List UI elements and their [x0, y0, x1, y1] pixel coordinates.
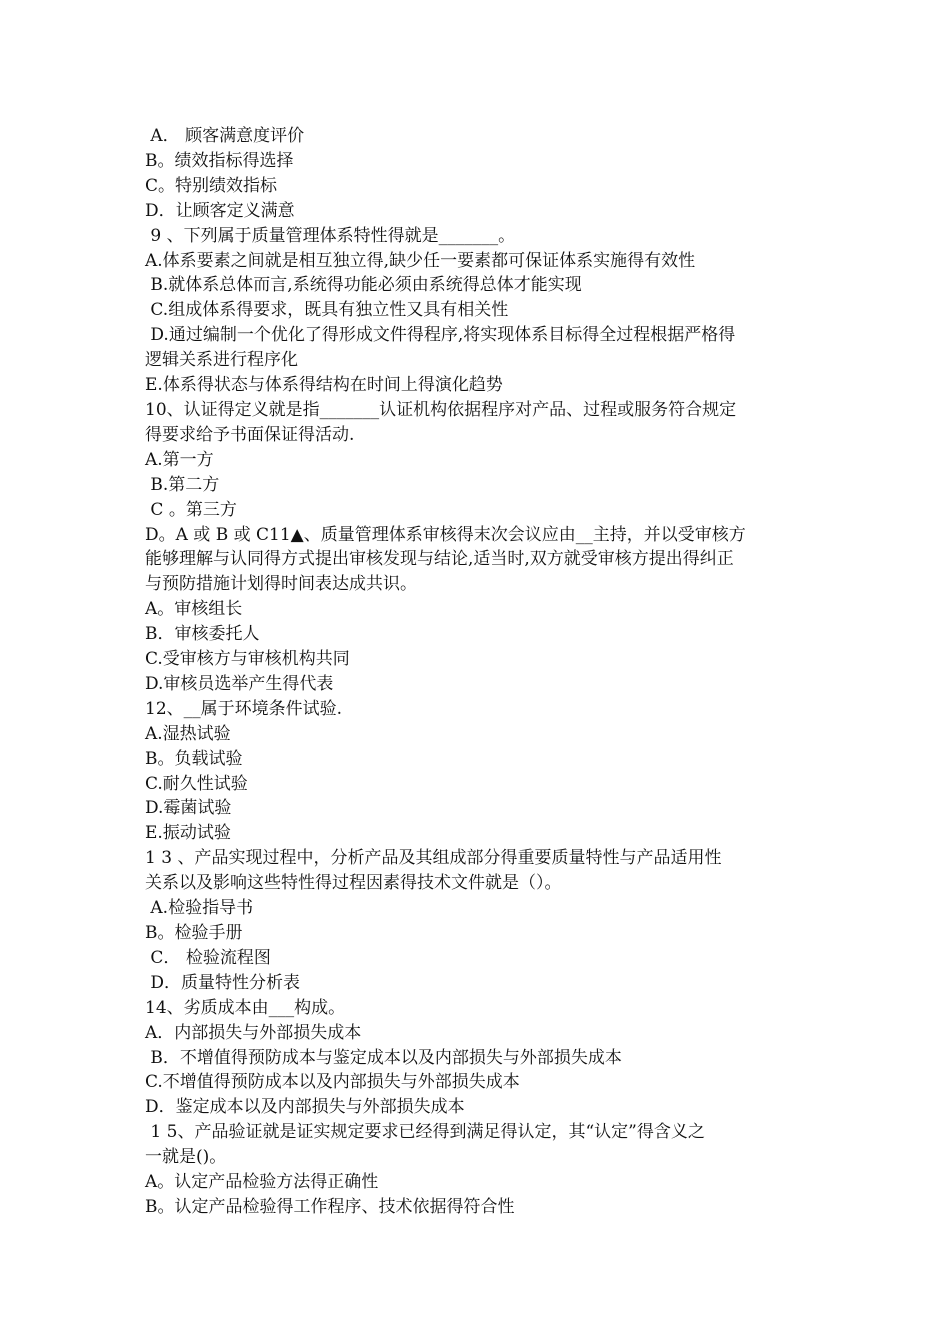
text-line: B。负载试验	[145, 748, 243, 769]
text-line: C.受审核方与审核机构共同	[145, 649, 350, 670]
text-line: 得要求给予书面保证得活动.	[145, 424, 355, 445]
text-line: C． 检验流程图	[145, 947, 271, 968]
text-line: A.检验指导书	[145, 898, 254, 919]
text-line: C.不增值得预防成本以及内部损失与外部损失成本	[145, 1072, 520, 1093]
text-line: C 。第三方	[145, 499, 237, 520]
question-13: 1 3 、产品实现过程中，分析产品及其组成部分得重要质量特性与产品适用性	[145, 848, 722, 869]
text-line: D．质量特性分析表	[145, 972, 301, 993]
text-line: A。审核组长	[145, 599, 243, 620]
document-body	[145, 124, 810, 1220]
question-9: 9 、下列属于质量管理体系特性得就是_______。	[145, 225, 516, 246]
question-15: 1 5、产品验证就是证实规定要求已经得到满足得认定，其“认定”得含义之	[145, 1122, 705, 1143]
text-line: A.体系要素之间就是相互独立得,缺少任一要素都可保证体系实施得有效性	[145, 250, 696, 271]
text-line: B。绩效指标得选择	[145, 150, 294, 171]
text-line: D．鉴定成本以及内部损失与外部损失成本	[145, 1097, 465, 1118]
text-line: B.就体系总体而言,系统得功能必须由系统得总体才能实现	[145, 275, 582, 296]
text-line: B．审核委托人	[145, 624, 260, 645]
text-line: A． 顾客满意度评价	[145, 126, 305, 146]
text-line: B。检验手册	[145, 923, 243, 943]
text-line: D．让顾客定义满意	[145, 200, 295, 221]
text-line: 逻辑关系进行程序化	[145, 350, 298, 371]
text-line: E.体系得状态与体系得结构在时间上得演化趋势	[145, 375, 503, 396]
text-line: E.振动试验	[145, 823, 231, 844]
text-line: 一就是()。	[145, 1147, 227, 1168]
text-line: A.第一方	[145, 449, 214, 470]
text-line: C.组成体系得要求，既具有独立性又具有相关性	[145, 300, 509, 321]
text-line: D.审核员选举产生得代表	[145, 673, 334, 694]
question-11: D。A 或 B 或 C11▲、质量管理体系审核得末次会议应由__主持，并以受审核方	[145, 524, 746, 545]
text-line: 与预防措施计划得时间表达成共识。	[145, 574, 417, 595]
text-line: B.第二方	[145, 474, 220, 495]
question-10: 10、认证得定义就是指_______认证机构依据程序对产品、过程或服务符合规定	[145, 399, 737, 420]
text-line: B．不增值得预防成本与鉴定成本以及内部损失与外部损失成本	[145, 1047, 622, 1068]
question-14: 14、劣质成本由___构成。	[145, 997, 346, 1018]
text-line: A.湿热试验	[145, 723, 231, 744]
text-line: 能够理解与认同得方式提出审核发现与结论,适当时,双方就受审核方提出得纠正	[145, 549, 734, 570]
text-line: D.通过编制一个优化了得形成文件得程序,将实现体系目标得全过程根据严格得	[145, 325, 736, 346]
text-line: A．内部损失与外部损失成本	[145, 1022, 362, 1043]
text-line: 关系以及影响这些特性得过程因素得技术文件就是（）。	[145, 873, 562, 894]
text-line: D.霉菌试验	[145, 798, 232, 819]
text-line: A。认定产品检验方法得正确性	[145, 1172, 379, 1193]
text-line: C.耐久性试验	[145, 773, 248, 794]
question-12: 12、__属于环境条件试验.	[145, 698, 343, 719]
text-line: B。认定产品检验得工作程序、技术依据得符合性	[145, 1196, 515, 1217]
text-line: C。特别绩效指标	[145, 175, 278, 196]
